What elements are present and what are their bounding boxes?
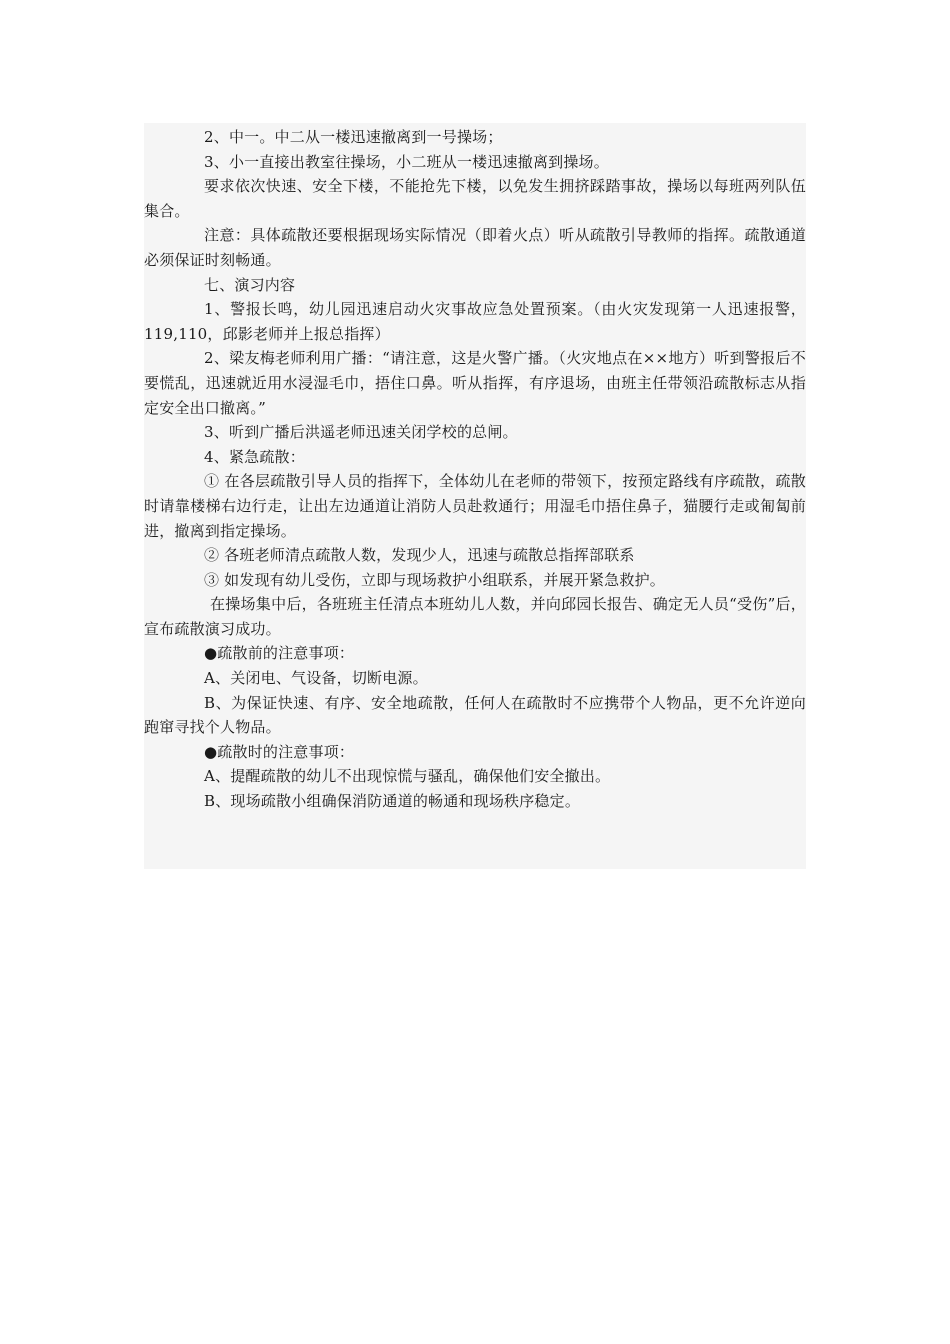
evacuation-item-1: ① 在各层疏散引导人员的指挥下，全体幼儿在老师的带领下，按预定路线有序疏散，疏散时请靠楼梯右边行走，让出左边通道让消防人员赴救通行；用湿毛巾捂住鼻子，猫腰行走或匍匐前进，撤离到指定操场。 [144, 472, 806, 540]
drill-step-main-switch: 3、听到广播后洪遥老师迅速关闭学校的总闸。 [204, 423, 518, 442]
during-evacuation-item-b: B、现场疏散小组确保消防通道的畅通和现场秩序稳定。 [204, 792, 581, 811]
evacuation-item-3: ③ 如发现有幼儿受伤，立即与现场救护小组联系，并展开紧急救护。 [204, 570, 665, 589]
evacuation-route-mid-classes: 2、中一。中二从一楼迅速撤离到一号操场； [204, 128, 503, 146]
pre-evacuation-item-a: A、关闭电、气设备，切断电源。 [204, 669, 428, 688]
document-body [144, 123, 806, 869]
evacuation-notice: 注意：具体疏散还要根据现场实际情况（即着火点）听从疏散引导教师的指挥。疏散通道必须保证时刻畅通。 [144, 226, 806, 269]
evacuation-item-2: ② 各班老师清点疏散人数，发现少人，迅速与疏散总指挥部联系 [204, 546, 635, 565]
section-heading-drill-content: 七、演习内容 [204, 275, 296, 294]
evacuation-route-small-classes: 3、小一直接出教室往操场，小二班从一楼迅速撤离到操场。 [204, 152, 609, 171]
evacuation-requirements: 要求依次快速、安全下楼，不能抢先下楼，以免发生拥挤踩踏事故，操场以每班两列队伍集合。 [144, 177, 806, 220]
drill-step-broadcast: 2、梁友梅老师利用广播：“请注意，这是火警广播。（火灾地点在××地方）听到警报后不要慌乱，迅速就近用水浸湿毛巾，捂住口鼻。听从指挥，有序退场，由班主任带领沿疏散标志从指定安全出口撤离。” [144, 349, 806, 417]
assembly-report: 在操场集中后，各班班主任清点本班幼儿人数，并向邱园长报告、确定无人员“受伤”后，宣布疏散演习成功。 [144, 595, 806, 638]
during-evacuation-heading: ●疏散时的注意事项： [204, 742, 355, 761]
drill-step-emergency-evacuation: 4、紧急疏散： [204, 447, 305, 466]
pre-evacuation-heading: ●疏散前的注意事项： [204, 644, 355, 663]
during-evacuation-item-a: A、提醒疏散的幼儿不出现惊慌与骚乱，确保他们安全撤出。 [204, 767, 611, 786]
pre-evacuation-item-b: B、为保证快速、有序、安全地疏散，任何人在疏散时不应携带个人物品，更不允许逆向跑窜寻找个人物品。 [144, 693, 806, 737]
drill-step-alarm: 1、警报长鸣，幼儿园迅速启动火灾事故应急处置预案。（由火灾发现第一人迅速报警，119,110，邱影老师并上报总指挥） [144, 300, 806, 343]
